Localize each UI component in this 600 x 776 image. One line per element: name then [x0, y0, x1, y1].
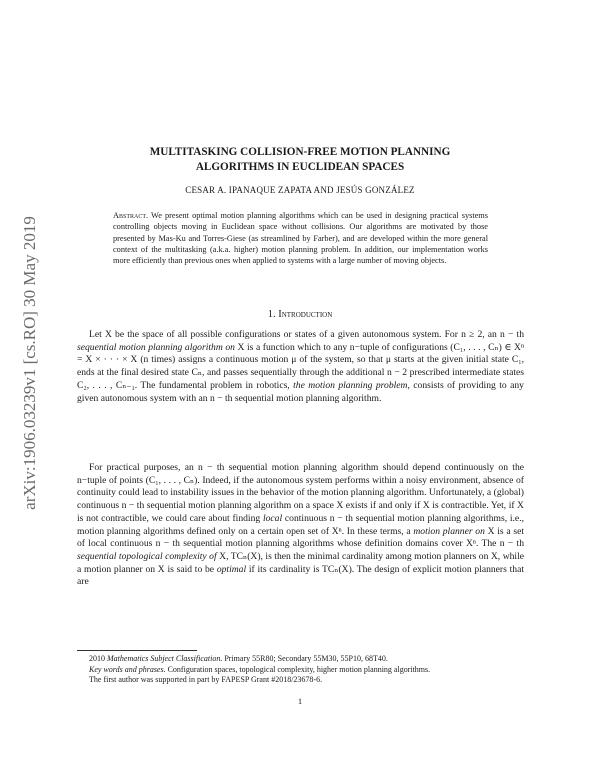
arxiv-identifier: arXiv:1906.03239v1 [cs.RO] 30 May 2019	[20, 216, 39, 510]
footnote-rule	[77, 650, 197, 651]
p2-text-5: if its cardinality is TCₙ(X). The design of explicit motion planners that are	[77, 563, 524, 588]
footnote-keywords: Key words and phrases. Configuration spaces, topological complexity, higher motion planning algorithms.	[89, 664, 431, 674]
p2-emph-4: optimal	[216, 563, 247, 575]
paragraph-2	[77, 462, 524, 589]
footnotes	[77, 654, 524, 686]
page-number: 1	[297, 696, 303, 706]
abstract	[113, 210, 488, 266]
footnote-support: The first author was supported in part by FAPESP Grant #2018/23678-6.	[89, 675, 323, 685]
abstract-label: Abstract.	[113, 211, 149, 220]
title-line-1: MULTITASKING COLLISION-FREE MOTION PLANNING	[149, 146, 451, 158]
authors: CESAR A. IPANAQUE ZAPATA AND JESÚS GONZÁLEZ	[185, 185, 415, 195]
abstract-text: We present optimal motion planning algorithms which can be used in designing practical systems controlling objects moving in Euclidean space without collisions. Our algorithms are motivated by those presented by Mas-Ku and Torres-Giese (as streamlined by Farber), and are developed within the more general context of the multitasking (a.k.a. higher) motion planning problem. In addition, our implementation works more efficiently than previous ones when applied to systems with a large number of moving objects.	[113, 211, 488, 266]
p2-text-4: X, TCₙ(X), is then the minimal cardinality among motion planners on X, while a motion planner on X is said to be	[77, 550, 525, 575]
p2-text-1: For practical purposes, an n − th sequential motion planning algorithm should depend continuously on the n−tuple of points (C₁, . . . , Cₙ). Indeed, if the autonomous system performs within a noisy environment, absence of continuity could lead to instability issues in the behavior of the motion planning algorithm. Unfortunately, a (global) continuous n − th sequential motion planning algorithm on a space X exists if and only if X is contractible. Yet, if X is not contractible, we could care about finding	[77, 462, 524, 524]
title-line-2: ALGORITHMS IN EUCLIDEAN SPACES	[195, 161, 405, 173]
section-title: Introduction	[278, 309, 333, 320]
p1-text-3: , consists of providing to any given autonomous system with an n − th sequential motion planning algorithm.	[77, 379, 524, 404]
paragraph-1	[77, 329, 524, 405]
p1-emph-2: the motion planning problem	[293, 379, 408, 391]
section-heading	[80, 309, 520, 320]
p2-text-2: continuous n − th sequential motion planning algorithms, i.e., motion planning algorithms defined only on a certain open set of Xⁿ. In these terms, a	[77, 512, 524, 537]
p1-emph-1: sequential motion planning algorithm on	[77, 341, 235, 353]
p2-emph-3: sequential topological complexity of	[77, 550, 217, 562]
paper-title	[80, 145, 520, 175]
footnote-msc: 2010 Mathematics Subject Classification. Primary 55R80; Secondary 55M30, 55P10, 68T40.	[89, 654, 388, 663]
p2-emph-1: local	[262, 512, 283, 524]
p1-text-2: X is a function which to any n−tuple of configurations (C₁, . . . , Cₙ) ∈ Xⁿ = X × · · · × X (n times) assigns a continuous motion μ of the system, so that μ starts at the given initial state C₁, ends at the final desired state Cₙ, and passes sequentially through the additional n − 2 prescribed intermediate states C₂, . . . , Cₙ₋₁. The fundamental problem in robotics,	[77, 341, 525, 391]
arxiv-sidebar	[20, 168, 40, 558]
p1-text-1: Let X be the space of all possible configurations or states of a given autonomous system. For n ≥ 2, an n − th	[89, 329, 524, 340]
p2-emph-2: motion planner on	[413, 525, 485, 537]
section-number: 1.	[267, 309, 276, 320]
p2-text-3: X is a set of local continuous n − th sequential motion planning algorithms whose definition domains cover Xⁿ. The n − th	[77, 525, 524, 550]
